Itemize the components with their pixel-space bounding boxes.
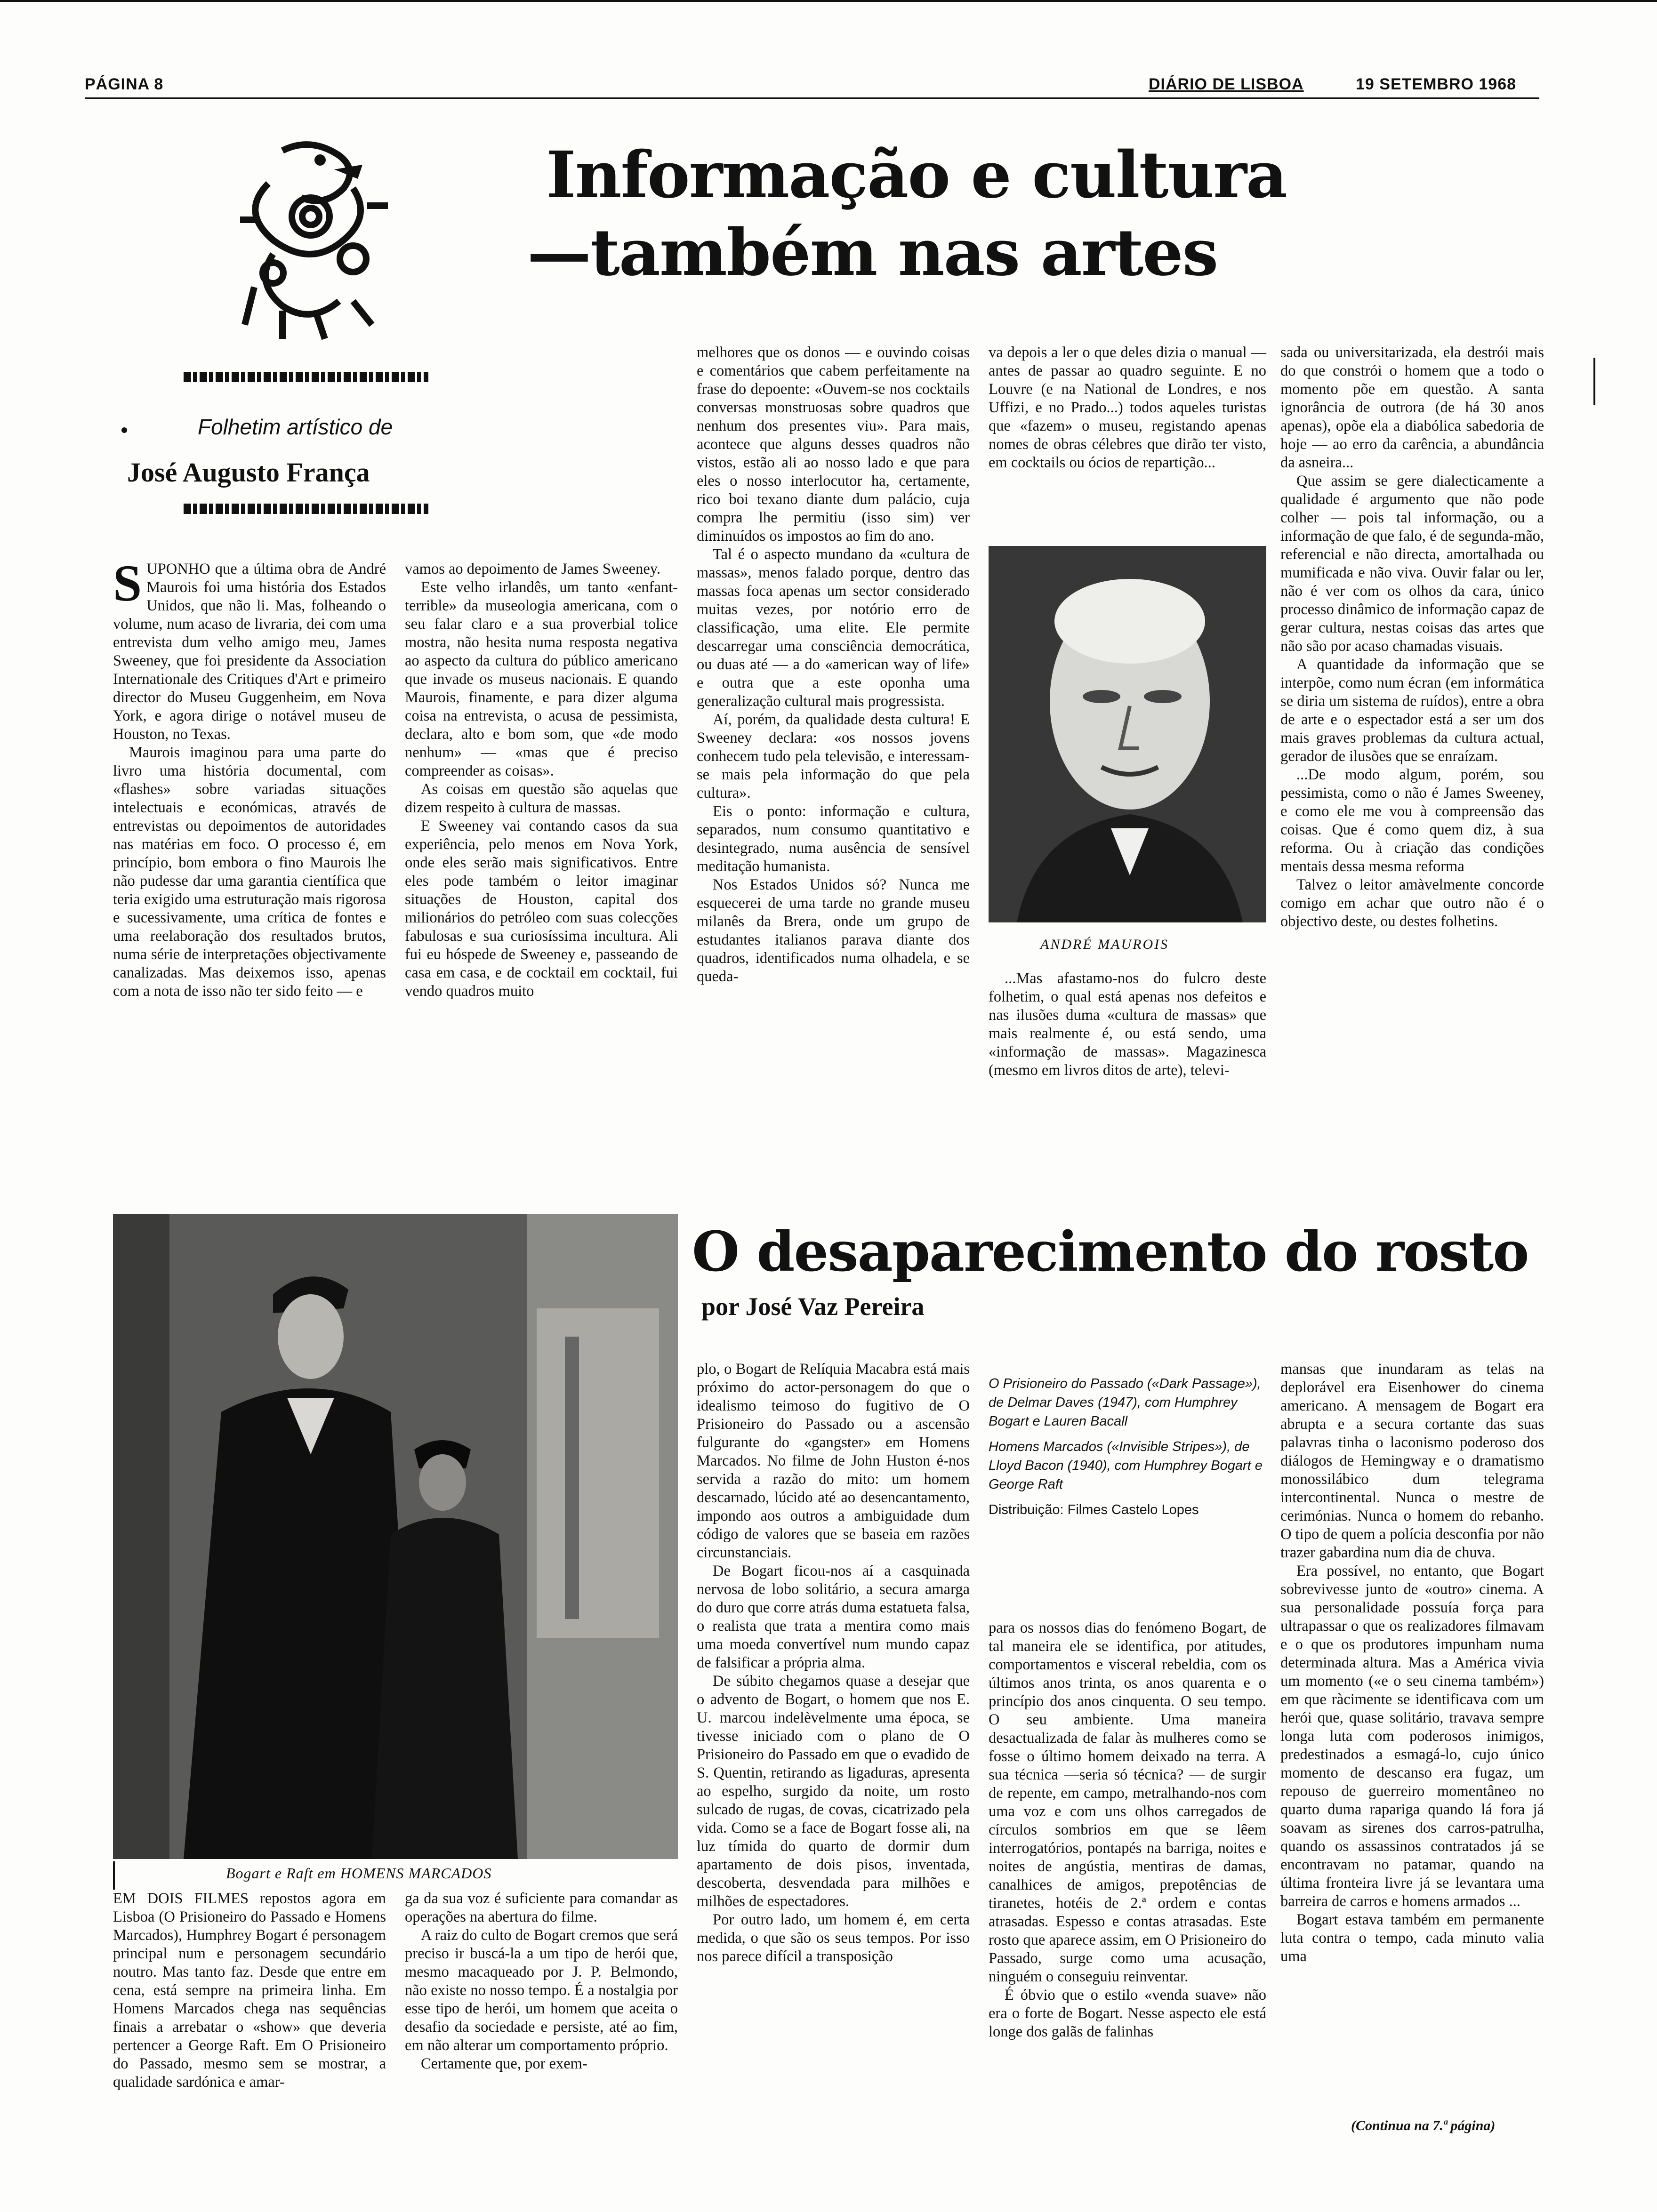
- header-rule: [85, 97, 1539, 99]
- paragraph: plo, o Bogart de Relíquia Macabra está mais próximo do actor-personagem do que o idealismo teimoso do fugitivo de O Prisioneiro do Passado ou a ascensão fulgurante do «gangster» em Homens Marcados. No filme de John Huston é-nos servida a razão do mito: um homem descarnado, lúcido até ao desencantamento, impondo aos outros a ambiguidade dum código de valores que se baseia em razões circunstanciais.: [697, 1361, 970, 1561]
- article2-column-C: [697, 1360, 970, 2156]
- paragraph: Eis o ponto: informação e cultura, separados, num consumo quantitativo e desintegrado, numa ausência de sensível meditação humanista.: [697, 803, 970, 875]
- paragraph: vamos ao depoimento de James Sweeney.: [405, 561, 661, 577]
- paragraph: ...Mas afastamo-nos do fulcro deste folhetim, o qual está apenas nos defeitos e nas ilusões duma «cultura de massas» que mais realmente é, ou está sendo, uma «informação de massas». Magazinesca (mesmo em livros ditos de arte), televi-: [989, 970, 1266, 1079]
- article1-column-2: [405, 560, 678, 1125]
- paragraph: Tal é o aspecto mundano da «cultura de massas», menos falado porque, dentro das massas foca apenas um sector considerado muitas vezes, por notório erro de classificação, uma elite. Ele permite descarregar uma consciência democrática, ou duas até — a do «american way of life» e outra que a este oponha uma generalização cultural mais progressista.: [697, 546, 970, 710]
- paragraph: As coisas em questão são aquelas que dizem respeito à cultura de massas.: [405, 781, 678, 816]
- article2-column-A: [113, 1890, 386, 2153]
- paragraph: Que assim se gere dialecticamente a qualidade é argumento que não pode colher — pois tal informação, ou a informação de que falo, é de segunda-mão, referencial e não directa, amortalhada ou mumificada e não viva. Ouvir falar ou ler, não é ver com os olhos da cara, único processo dinâmico de informação capaz de gerar cultura, nestas coisas das artes que não são por acaso chamadas visuais.: [1280, 473, 1544, 655]
- paragraph: melhores que os donos — e ouvindo coisas e comentários que cabem perfeitamente na frase do depoente: «Ouvem-se nos cocktails conversas monstruosas sobre quadros que nenhum dos presentes viu». Para mais, acontece que alguns desses quadros não vistos, estão ali ao nosso lado e que para eles o nosso interlocutor ha, certamente, rico boi texano diante dum palácio, cuja compra lhe permitiu (isso sim) ver diminuídos os impostos ao fim do ano.: [697, 344, 970, 545]
- paragraph: Este velho irlandês, um tanto «enfant-terrible» da museologia americana, com o seu falar claro e a sua proverbial tolice mostra, não hesita numa resposta negativa ao aspecto da cultura do público americano que invade os museus nacionais. E quando Maurois, finamente, e para dizer alguma coisa na entrevista, o acusa de pessimista, declara, alto e bom som, que «de modo nenhum» — «mas que é preciso compreender as coisas».: [405, 579, 678, 779]
- paragraph: Nos Estados Unidos só? Nunca me esquecerei de uma tarde no grande museu milanês da Brera, onde um grupo de estudantes italianos parava diante dos quadros, identificados numa olhadela, e se queda-: [697, 876, 970, 985]
- newspaper-name: DIÁRIO DE LISBOA: [1149, 75, 1304, 93]
- article2-column-E: [1280, 1360, 1544, 2094]
- article2-column-D: [989, 1619, 1266, 2156]
- ornament-bottom: [184, 504, 428, 514]
- paragraph: A raiz do culto de Bogart cremos que será preciso ir buscá-la a um tipo de herói que, mesmo macaqueado por J. P. Belmondo, não existe no nosso tempo. É a nostalgia por esse tipo de herói, um homem que aceita o desafio da sociedade e persiste, até ao fim, em não alterar um comportamento próprio.: [405, 1927, 678, 2054]
- issue-date: 19 SETEMBRO 1968: [1356, 75, 1517, 93]
- article1-column-4-top: [989, 344, 1266, 532]
- article1-title-line2: —também nas artes: [527, 215, 1218, 290]
- paragraph: Era possível, no entanto, que Bogart sobrevivesse junto de «outro» cinema. A sua personalidade possuía força para ultrapassar o que os realizadores filmavam e o que os produtores impunham numa determinada altura. Mas a América vivia um momento («e o seu cinema também») em que ràcimente se identificava com um herói que, quase solitário, travava sempre longa luta com poderosos inimigos, predestinados a esmagá-lo, cujo único momento de descanso era fugaz, um repouso de guerreiro momentâneo no quarto duma rapariga quando lá fora já soavam as sirenes dos carros-patrulha, quando os assassinos contratados já se encontravam no patamar, quando na última fronteira livre já se levantara uma barreira de carros e homens armados ...: [1280, 1563, 1544, 1910]
- paragraph: De súbito chegamos quase a desejar que o advento de Bogart, o homem que nos E. U. marcou indelèvelmente uma época, se tivesse iniciado com o plano de O Prisioneiro do Passado em que o evadido de S. Quentin, retirando as ligaduras, apresenta ao espelho, surgido da noite, um rosto sulcado de rugas, de covas, cicatrizado pela vida. Como se a face de Bogart fosse ali, na luz tímida do quarto de dormir dum apartamento de dois pisos, inventada, descoberta, desvendada para milhões e milhões de espectadores.: [697, 1673, 970, 1910]
- kicker: Folhetim artístico de: [198, 415, 393, 439]
- paragraph: É óbvio que o estilo «venda suave» não era o forte de Bogart. Nesse aspecto ele está longe dos galãs de falinhas: [989, 1987, 1266, 2040]
- photo-caption-rule: [113, 1861, 115, 1890]
- paragraph: Certamente que, por exem-: [421, 2055, 587, 2072]
- paragraph: A quantidade da informação que se interpõe, como num écran (em informática se diria um sistema de ruídos), entre a obra de arte e o espectador está a ser um dos mais graves problemas da cultura actual, gerador de ilusões que se enraízam.: [1280, 656, 1544, 765]
- paragraph: UPONHO que a última obra de André Maurois foi uma história dos Estados Unidos, que não li. Mas, folheando o volume, num acaso de livraria, dei com uma entrevista dum velho amigo meu, James Sweeney, que foi presidente da Association Internationale des Critiques d'Art e primeiro director do Museu Guggenheim, em Nova York, e agora dirige o notável museu de Houston, no Texas.: [113, 561, 386, 743]
- paragraph: para os nossos dias do fenómeno Bogart, de tal maneira ele se identifica, por atitudes, comportamentos e visceral rebeldia, com os últimos anos trinta, os anos quarenta e o princípio dos anos cinquenta. O seu tempo. O seu ambiente. Uma maneira desactualizada de falar às mulheres como se fosse o último homem deixado na terra. A sua técnica —seria só técnica? — de surgir de repente, em campo, metralhando-nos com uma voz e com uns olhos carregados de círculos sombrios em que se lêem interrogatórios, pontapés na barriga, noites e noites de angústia, mentiras de damas, canalhices de amigos, prepotências de tiranetes, hotéis de 2.ª ordem e contas atrasadas. Espesso e contas atrasadas. Este rosto que aparece assim, em O Prisioneiro do Passado, surge como uma acusação, ninguém o conseguiu reinventar.: [989, 1619, 1266, 1985]
- article1-side-mark: [1593, 358, 1595, 405]
- continued-note: (Continua na 7.ª página): [1351, 2118, 1496, 2133]
- author-name: José Augusto França: [127, 457, 370, 488]
- article1-column-3: [697, 344, 970, 1130]
- bogart-raft-photo: [113, 1214, 678, 1859]
- paragraph: ...De modo algum, porém, sou pessimista, como o não é James Sweeney, e como ele me vou à compreensão das coisas. Que é como quem diz, à sua reforma. Ou à criação das condições mentais dessa mesma reforma: [1280, 766, 1544, 875]
- maurois-caption: ANDRÉ MAUROIS: [1040, 937, 1169, 952]
- credit-distribution: Distribuição: Filmes Castelo Lopes: [989, 1502, 1199, 1517]
- paragraph: De Bogart ficou-nos aí a casquinada nervosa de lobo solitário, a secura amarga do duro que corre atrás duma estatueta falsa, o realista que trata a mentira como mais uma moeda convertível num mundo capaz de falsificar a própria alma.: [697, 1563, 970, 1671]
- article2-title: O desaparecimento do rosto: [692, 1220, 1528, 1284]
- paragraph: EM DOIS FILMES repostos agora em Lisboa (O Prisioneiro do Passado e Homens Marcados), Humphrey Bogart é personagem principal num e personagem secundário noutro. Mas tanto faz. Desde que entre em cena, está sempre na primeira linha. Em Homens Marcados chega nas sequências finais a arrebatar o «show» que deveria pertencer a George Raft. Em O Prisioneiro do Passado, mesmo sem se mostrar, a qualidade sardónica e amar-: [113, 1890, 386, 2091]
- paragraph: Talvez o leitor amàvelmente concorde comigo em achar que outro não é o objectivo deste, ou destes folhetins.: [1280, 876, 1544, 930]
- film-credits-box: [989, 1374, 1266, 1519]
- article1-column-1: [113, 554, 386, 1125]
- paragraph: E Sweeney vai contando casos da sua experiência, pelo menos em Nova York, onde eles serão mais significativos. Entre eles pode também o leitor imaginar situações de Houston, capital dos milionários do petróleo com suas colecções fabulosas e sua curiosíssima incultura. Ali fui eu hóspede de Sweeney e, passeando de casa em casa, e de cocktail em cocktail, fui vendo quadros muito: [405, 817, 678, 1000]
- credit-film1: O Prisioneiro do Passado («Dark Passage»), de Delmar Daves (1947), com Humphrey Bogart e Lauren Bacall: [989, 1376, 1261, 1429]
- bullet-dot: [121, 427, 127, 433]
- article2-byline: por José Vaz Pereira: [701, 1292, 925, 1321]
- paragraph: Bogart estava também em permanente luta contra o tempo, cada minuto valia uma: [1280, 1911, 1544, 1965]
- andre-maurois-photo: [989, 546, 1266, 922]
- paragraph: Aí, porém, da qualidade desta cultura! E Sweeney declara: «os nossos jovens conhecem tudo pela televisão, e interessam-se mais pela informação do que pela cultura».: [697, 711, 970, 801]
- paragraph: ga da sua voz é suficiente para comandar as operações na abertura do filme.: [405, 1890, 678, 1925]
- credit-film2: Homens Marcados («Invisible Stripes»), de Lloyd Bacon (1940), com Humphrey Bogart e George Raft: [989, 1439, 1263, 1492]
- ornament-top: [184, 372, 428, 382]
- paragraph: va depois a ler o que deles dizia o manual — antes de passar ao quadro seguinte. E no Louvre (e na National de Londres, e nos Uffizi, e no Prado...) todos aqueles turistas que «fazem» o museu, registando apenas nomes de obras célebres que dirão ter visto, em cocktails ou ócios de repartição...: [989, 344, 1266, 471]
- paragraph: mansas que inundaram as telas na deplorável era Eisenhower do cinema americano. A mensagem de Bogart era abrupta e a secura cortante das suas palavras tinha o laconismo poderoso dos diálogos de Hemingway e o dramatismo monossilábico dum telegrama intercontinental. Nunca o mestre de cerimónias. Nunca o homem do rebanho. O tipo de quem a polícia desconfia por não trazer gabardina num dia de chuva.: [1280, 1361, 1544, 1561]
- paragraph: sada ou universitarizada, ela destrói mais do que constrói o homem que a todo o momento põe em questão. A santa ignorância de outrora (de há 30 anos apenas), opõe ela a diabólica sabedoria de hoje — ao erro da carência, a abundância da asneira...: [1280, 344, 1544, 471]
- article1-column-5: [1280, 344, 1544, 1130]
- article2-column-B: [405, 1890, 678, 2153]
- article1-column-4-bottom: [989, 970, 1266, 1130]
- bogart-caption: Bogart e Raft em HOMENS MARCADOS: [226, 1865, 492, 1882]
- article1-title-line1: Informação e cultura: [546, 137, 1287, 213]
- top-border: [0, 0, 1657, 2]
- page-number: PÁGINA 8: [85, 75, 164, 93]
- paragraph: Por outro lado, um homem é, em certa medida, o que são os seus tempos. Por isso nos parece difícil a transposição: [697, 1911, 970, 1965]
- drop-cap: S: [113, 554, 142, 612]
- dragon-illustration: [212, 132, 419, 348]
- paragraph: Maurois imaginou para uma parte do livro uma história documental, com «flashes» sobre variadas situações intelectuais e económicas, através de entrevistas ou depoimentos de autoridades nas matérias em foco. O processo é, em princípio, bom embora o fino Maurois lhe não pudesse dar uma garantia científica que teria exigido uma estruturação mais rigorosa e sucessivamente, uma crítica de fontes e uma reelaboração dos resultados brutos, numa série de interpretações objectivamente canalizadas. Mas deixemos isso, apenas com a nota de isso não ter sido feito — e: [113, 744, 386, 1000]
